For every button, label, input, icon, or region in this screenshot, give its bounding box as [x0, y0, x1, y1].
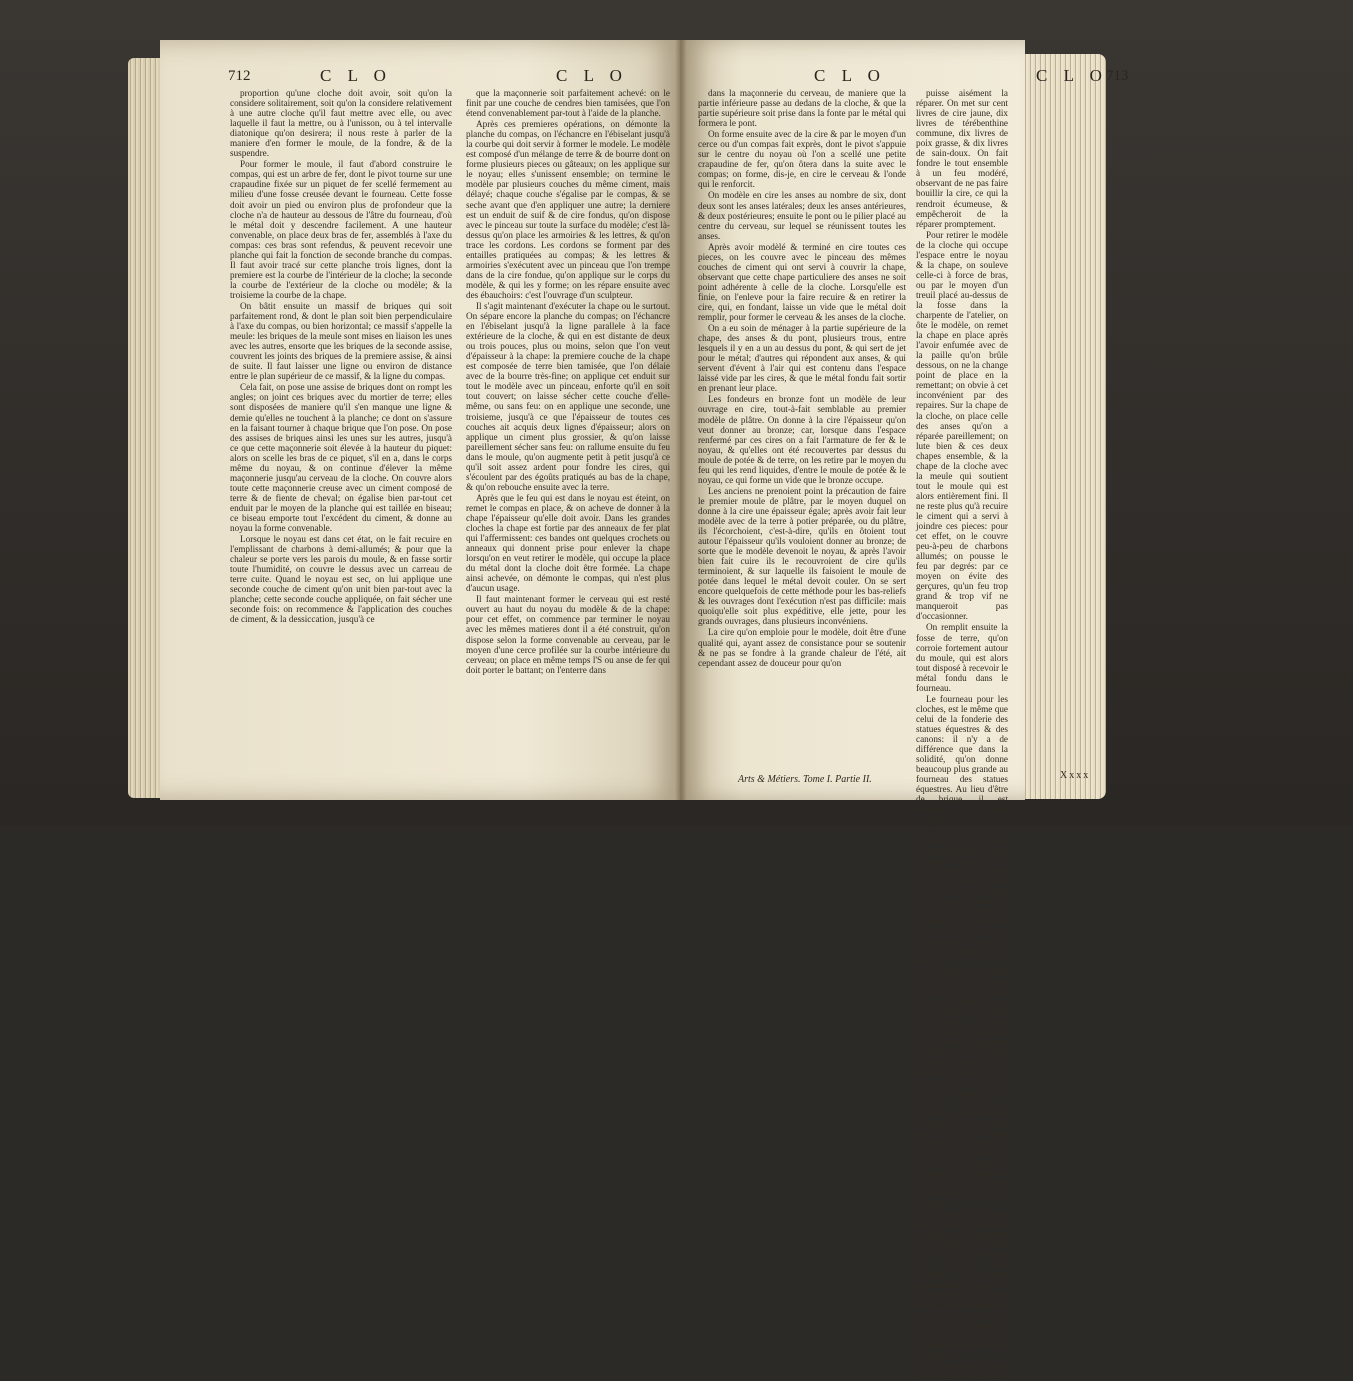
paragraph: Lorsque le noyau est dans cet état, on le fait recuire en l'emplissant de charbons à demi-allumés; & pour que la chaleur se porte vers les parois du moule, & en fasse sortir toute l'humidité, on couvre le dessus avec un carreau de terre cuite. Quand le noyau est sec, on lui applique une seconde couche de ciment qu'on unit bien par-tout avec la planche; cette seconde couche appliquée, on fait sécher une seconde fois: on recommence & l'application des couches de ciment, & la dessiccation, jusqu'à ce [230, 534, 452, 625]
left-running-head-1: C L O [320, 66, 392, 85]
paragraph: Après avoir modèlé & terminé en cire toutes ces pieces, on les couvre avec le pinceau des mêmes couches de ciment qui ont servi à couvrir la chape, observant que cette chape particuliere des anses ne soit point adhérente à celle de la cloche. Lorsqu'elle est finie, on l'enleve pour la faire recuire & en retirer la cire, qui, en fondant, laisse un vide que le métal doit remplir, pour former le cerveau & les anses de la cloche. [698, 241, 906, 323]
paragraph: Quant à la composition, dont nous avons déja parlé, la plus parfaite, dit-on, est de trois parties de cuivre rouge, & d'une partie d'étain fin. On ne met l'étain que quand le cuivre est en fusion, & qu'après avoir été épuré de ses crasses, peu de temps avant que de couler le métal dans le moule. [916, 825, 1008, 967]
paragraph: que la maçonnerie soit parfaitement achevé: on le finit par une couche de cendres bien tamisées, que l'on étend convenablement par-tout à l'aide de la planche. [466, 88, 670, 119]
right-page-column-2 [916, 88, 1008, 1381]
left-page-column-1 [230, 88, 452, 790]
paragraph: Le fourneau pour les cloches, est le même que celui de la fonderie des statues équestres & des canons: il n'y a de différence que dans la solidité, qu'on donne beaucoup plus grande au fourneau des statues équestres. Au lieu d'être de brique, il est seulement de terre corroyée. [916, 693, 1008, 825]
right-running-head-2: C L O [1036, 66, 1108, 85]
paragraph: Il s'agit maintenant d'exécuter la chape ou le surtout. On sépare encore la planche du compas; on l'échancre en l'ébiselant jusqu'à la ligne parallele à la face extérieure de la cloche, & qui en est distante de deux ou trois pouces, plus ou moins, selon que l'on veut d'épaisseur à la chape: la premiere couche de la chape est composée de terre bien tamisée, que l'on délaie avec de la bourre très-fine; on applique cet enduit sur tout le modèle avec un pinceau, enforte qu'il en soit tout couvert; on laisse sécher cette couche d'elle-même, ou sans feu: on en applique une seconde, une troisieme, jusqu'à ce que l'épaisseur de toutes ces couches ait acquis deux lignes d'épaisseur; alors on applique un ciment plus grossier, & qu'on laisse pareillement sécher sans feu: on rallume ensuite du feu dans le moule, qu'on augmente petit à petit jusqu'à ce qu'il soit assez ardent pour fondre les cires, qui s'écoulent par des égoûts pratiqués au bas de la chape, & qu'on rebouche ensuite avec la terre. [466, 300, 670, 492]
paragraph: On a eu soin de ménager à la partie supérieure de la chape, des anses & du pont, plusieurs trous, entre lesquels il y en a un au dessus du pont, & qui sert de jet pour le métal; d'autres qui répondent aux anses, & qui servent d'évent à l'air qui est contenu dans l'espace laissé vide par les cires, & que le métal fondu fait sortir en prenant leur place. [698, 323, 906, 394]
paragraph: dans la maçonnerie du cerveau, de maniere que la partie inférieure passe au dedans de la cloche, & que la partie supérieure soit prise dans la fonte par le métal qui formera le pont. [698, 88, 906, 129]
paragraph: La proportion de trois parties de cuivre sur une [916, 1360, 1008, 1381]
paragraph: Les fondeurs en bronze font un modèle de leur ouvrage en cire, tout-à-fait semblable au premier modèle de plâtre. On donne à la cire l'épaisseur qu'on veut donner au bronze; car, lorsque dans l'espace renfermé par ces cires on a fait l'armature de fer & le noyau, & qu'elles ont été recouvertes par dessus du moule de potée & de terre, on les retire par le moyen du feu qui les rend liquides, d'entre le moule de potée & le noyau, ce qui forme un vide que le bronze occupe. [698, 394, 906, 485]
paragraph: Les anciens ne prenoient point la précaution de faire le premier moule de plâtre, par le moyen duquel on donne à la cire une épaisseur égale; après avoir fait leur modèle avec de la terre à potier préparée, ou du plâtre, ils l'écorchoient, c'est-à-dire, qu'ils en ôtoient tout autour l'épaisseur qu'ils vouloient donner au bronze; de sorte que le modèle devenoit le noyau, & après l'avoir bien fait cuire ils le recouvroient de cire qu'ils terminoient, & sur laquelle ils faisoient le moule de potée dans lequel le métal devoit couler. On se sert encore quelquefois de cette méthode pour les bas-reliefs & les ouvrages dont l'exécution n'est pas difficile: mais quoiqu'elle soit plus expéditive, elle jette, pour les grands ouvrages, dans plusieurs inconvéniens. [698, 485, 906, 627]
paragraph: puisse aisément la réparer. On met sur cent livres de cire jaune, dix livres de térébenthine commune, dix livres de poix grasse, & dix livres de sain-doux. On fait fondre le tout ensemble à un feu modéré, observant de ne pas faire bouillir la cire, ce qui la rendroit écumeuse, & empêcheroit de la réparer promptement. [916, 88, 1008, 229]
paragraph: On modèle en cire les anses au nombre de six, dont deux sont les anses latérales; deux les anses antérieures, & deux postérieures; ensuite le pont ou le pilier placé au centre du cerveau, sur lequel se réunissent toutes les anses. [698, 190, 906, 241]
right-running-head-1: C L O [814, 66, 886, 85]
signature-mark: Xxxx [1060, 770, 1091, 781]
right-page-number: 713 [1106, 68, 1129, 84]
right-page-column-1 [698, 88, 906, 768]
paragraph: On forme ensuite avec de la cire & par le moyen d'un cerce ou d'un compas fait exprès, dont le pivot s'appuie sur le centre du noyau où l'on a scellé une petite crapaudine de fer, qu'on ôtera dans la suite avec le compas; on forme, dis-je, en cire le cerveau & l'onde qui le renforcit. [698, 129, 906, 190]
book-gutter [675, 40, 687, 800]
paragraph: On remplit ensuite la fosse de terre, qu'on corroie fortement autour du moule, qui est alors tout disposé à recevoir le métal fondu dans le fourneau. [916, 622, 1008, 693]
paragraph: La cire qu'on emploie pour le modèle, doit être d'une qualité qui, ayant assez de consistance pour se soutenir & ne pas se fondre à la grande chaleur de l'été, ait cependant assez de douceur pour qu'on [698, 627, 906, 668]
paragraph: La quantité de métal que l'on met au fourneau se règle sur la grosseur de la cloche à fondre; mais il en faut avoir plus que moins, pour prévenir les pertes accidentelles qui ont quelquefois fait manquer des fontes considérables. On ne risque rien d'en fondre un dixieme de plus que le poids qu'on se propose de donner à la cloche. [916, 1209, 1008, 1360]
paragraph: Cela fait, on pose une assise de briques dont on rompt les angles; on joint ces briques avec du mortier de terre; elles sont disposées de maniere qu'il s'en manque une ligne & demie qu'elles ne touchent à la planche; ce dont on s'assure en la faisant tourner à chaque brique que l'on pose. On pose des assises de briques ainsi les unes sur les autres, jusqu'à ce que cette maçonnerie soit élevée à la hauteur du piquet: alors on scelle les bras de ce piquet, s'il en a, dans le corps même du noyau, & on continue d'élever la même maçonnerie jusqu'au cerveau de la cloche. On couvre alors toute cette maçonnerie creuse avec un ciment composé de terre & de fiente de cheval; on égalise bien par-tout cet enduit par le moyen de la planche qui est taillée en biseau; ce biseau emporte tout l'excédent du ciment, & donne au noyau la forme convenable. [230, 382, 452, 534]
page-footer: Arts & Métiers. Tome I. Partie II. [738, 774, 872, 785]
paragraph: Le métal est conduit par un canal de terre recuite dans le godet placé au-dessus du moule, d'où il se répand dans tout le vide qu'occupoit le modèle, dont il prend exactement la forme. On le laisse refroidir; quand il est à-peu-près froid, on déterre le moule, on brise la chape, & la cloche paroît à découvert; on l'enleve de la fosse par le moyen du treuil, qui a servi auparavant à enlever la chape; on la nettoie en dedans & en dehors; on la bénit; on y attache le battant, & on la suspend au mouton qui lui est destiné. [916, 967, 1008, 1209]
paragraph: On bâtit ensuite un massif de briques qui soit parfaitement rond, & dont le plan soit bien perpendiculaire à l'axe du compas, ou bien horizontal; ce massif s'appelle la meule: les briques de la meule sont mises en liaison les unes avec les autres, ensorte que les briques de la seconde assise, couvrent les joints des briques de la premiere assise, & ainsi de suite. Il faut laisser une ligne ou environ de distance entre le plan supérieur de ce massif, & la ligne du compas. [230, 300, 452, 382]
paragraph: Après ces premieres opérations, on démonte la planche du compas, on l'échancre en l'ébiselant jusqu'à la courbe qui doit servir à former le modele. Le modèle est composé d'un mélange de terre & de bourre dont on forme plusieurs pieces ou gâteaux; on les applique sur le noyau; elles s'unissent ensemble; on termine le modèle par plusieurs couches du même ciment, mais délayé; chaque couche s'égalise par le compas, & se seche avant que d'en appliquer une autre; la derniere est un enduit de suif & de cire fondus, qu'on dispose avec le pinceau sur toute la surface du modèle; c'est là-dessus qu'on place les armoiries & les lettres, & qu'on trace les cordons. Les cordons se forment par des entailles pratiquées au compas; & les lettres & armoiries s'exécutent avec un pinceau que l'on trempe dans de la cire fondue, qu'on applique sur le corps du modèle, & qui les y forme; on les répare ensuite avec des ébauchoirs: c'est l'ouvrage d'un sculpteur. [466, 119, 670, 300]
left-page-column-2 [466, 88, 670, 790]
paragraph: Il faut maintenant former le cerveau qui est resté ouvert au haut du noyau du modèle & de la chape: pour cet effet, on commence par terminer le noyau avec les mêmes matieres dont il a été construit, qu'on dispose selon la forme convenable au cerveau, par le moyen d'une cerce profilée sur la courbe intérieure du cerveau; on place en même temps l'S ou anse de fer qui doit porter le battant; on l'enterre dans [466, 594, 670, 675]
paragraph: Après que le feu qui est dans le noyau est éteint, on remet le compas en place, & on acheve de donner à la chape l'épaisseur qu'elle doit avoir. Dans les grandes cloches la chape est fortie par des anneaux de fer plat qui l'affermissent: ces bandes ont quelques crochets ou anneaux qui donnent prise pour enlever la chape lorsqu'on en veut retirer le modèle, qui occupe la place du métal dont la cloche doit être formée. La chape ainsi achevée, on démonte le compas, qui n'est plus d'aucun usage. [466, 492, 670, 594]
left-page-number: 712 [228, 68, 251, 84]
paragraph: Pour retirer le modèle de la cloche qui occupe l'espace entre le noyau & la chape, on souleve celle-ci à force de bras, ou par le moyen d'un treuil placé au-dessus de la fosse dans la charpente de l'atelier, on ôte le modèle, on remet la chape en place après l'avoir enfumée avec de la paille qu'on brûle dessous, on ne la change point de place en la remettant; on obvie à cet inconvénient par des repaires. Sur la chape de la cloche, on place celle des anses qu'on a réparée pareillement; on lute bien & ces deux chapes ensemble, & la chape de la cloche avec la meule qui soutient tout le moule qui est alors entièrement fini. Il ne reste plus qu'à recuire le ciment qui a servi à joindre ces pieces: pour cet effet, on le couvre peu-à-peu de charbons allumés; on pousse le feu par degrés: par ce moyen on évite des gerçures, qu'un feu trop grand & trop vif ne manqueroit pas d'occasionner. [916, 229, 1008, 622]
paragraph: proportion qu'une cloche doit avoir, soit qu'on la considere solitairement, soit qu'on la considere relativement à une autre cloche qu'il faut mettre avec elle, ou avec laquelle il faut la mettre, ou à l'unisson, ou à tel intervalle diatonique qu'on desirera; il nous reste à parler de la maniere d'en former le moule, de la fondre, & de la suspendre. [230, 88, 452, 159]
left-running-head-2: C L O [556, 66, 628, 85]
paragraph: Pour former le moule, il faut d'abord construire le compas, qui est un arbre de fer, dont le pivot tourne sur une crapaudine fixée sur un piquet de fer scellé fermement au milieu d'une fosse creusée devant le fourneau. Cette fosse doit avoir un pied ou environ plus de profondeur que la cloche n'a de hauteur au dessous de l'âtre du fourneau, d'où le métal doit y descendre facilement. A une hauteur convenable, on place deux bras de fer, assemblés à l'axe du compas: ces bras sont refendus, & peuvent recevoir une planche qui fait la fonction de seconde branche du compas. Il faut avoir tracé sur cette planche trois lignes, dont la premiere est la courbe de l'intérieur de la cloche; la seconde la courbe de l'extérieur de la cloche ou modèle; & la troisieme la courbe de la chape. [230, 159, 452, 300]
